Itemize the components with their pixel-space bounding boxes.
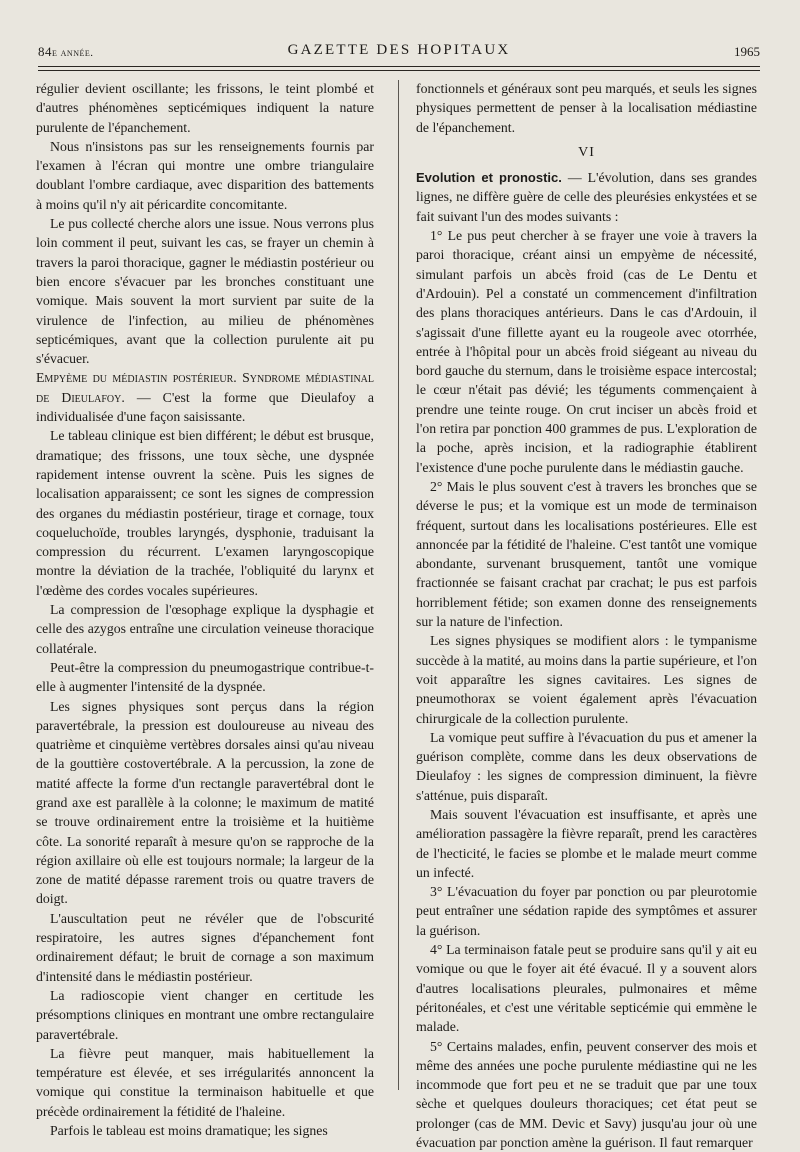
header-rule-thick — [38, 66, 760, 67]
header-rule-thin — [38, 70, 760, 71]
journal-title: GAZETTE DES HOPITAUX — [287, 42, 511, 58]
body-paragraph: L'auscultation peut ne révéler que de l'obscurité respiratoire, les autres signes d'épanchement font ordinairement défaut; le bruit de cornage a son maximum d'intensité dans le médiastin postérieur. — [36, 910, 374, 984]
section-heading-paragraph — [416, 168, 757, 226]
body-paragraph: Nous n'insistons pas sur les renseignements fournis par l'examen à l'écran qui montre une ombre triangulaire doublant l'ombre cardiaque, avec disparition des battements à moins qu'il n'y ait péricardite concomitante. — [36, 138, 374, 212]
body-paragraph: 4° La terminaison fatale peut se produire sans qu'il y ait eu vomique ou que le foyer ait été évacué. Il y a souvent alors d'autres localisations pleurales, pulmonaires et même péritonéales, et c'est une véritable septicémie qui emmène le malade. — [416, 942, 757, 1035]
body-paragraph: Peut-être la compression du pneumogastrique contribue-t-elle à augmenter l'intensité de la dyspnée. — [36, 659, 374, 695]
page-number: 1965 — [734, 44, 760, 59]
body-paragraph: régulier devient oscillante; les frissons, le teint plombé et d'autres phénomènes septicémiques indiquent la nature purulente de l'épanchement. — [36, 81, 374, 135]
body-paragraph: Mais souvent l'évacuation est insuffisante, et après une amélioration passagère la fièvre reparaît, prend les caractères de l'hecticité, le facies se plombe et le malade meurt comme un infecté. — [416, 806, 757, 880]
page-header — [38, 42, 760, 64]
body-paragraph: La radioscopie vient changer en certitude les présomptions cliniques en montrant une ombre rectangulaire paravertébrale. — [36, 987, 374, 1042]
body-paragraph: fonctionnels et généraux sont peu marqués, et seuls les signes physiques permettent de penser à la localisation médiastine de l'épanchement. — [416, 81, 757, 135]
section-number: VI — [578, 144, 595, 160]
section-heading-title: Empyème du médiastin postérieur. Syndrome médiastinal de Dieulafoy. — [36, 370, 374, 405]
body-paragraph: 3° L'évacuation du foyer par ponction ou par pleurotomie peut entraîner une sédation rapide des symptômes et assurer la guérison. — [416, 884, 757, 938]
section-heading-title: Evolution et pronostic. — [416, 170, 562, 186]
left-column — [36, 79, 374, 1140]
body-paragraph: 5° Certains malades, enfin, peuvent conserver des mois et même des années une poche purulente médiastine qui ne les incommode que fort peu et ne se traduit que par une toux sèche et quelques douleurs thoraciques; cet état peut se prolonger (cas de MM. Devic et Savy) jusqu'au jour où une évacuation par ponction amène la guérison. Il faut remarquer — [416, 1038, 757, 1151]
body-paragraph: Les signes physiques se modifient alors : le tympanisme succède à la matité, au moins dans la partie supérieure, et l'on voit apparaître les signes cavitaires. Les signes de pneumothorax se voient également après l'évacuation chirurgicale de la collection purulente. — [416, 633, 757, 726]
body-paragraph: Parfois le tableau est moins dramatique; les signes — [50, 1123, 328, 1139]
right-column — [416, 79, 757, 1152]
section-heading-text: — C'est la forme que Dieulafoy a individualisée d'une façon saisissante. — [36, 389, 374, 425]
body-paragraph: 2° Mais le plus souvent c'est à travers les bronches que se déverse le pus; et la vomique est un mode de terminaison fréquent, surtout dans les localisations postérieures. Elle est annoncée par la fétidité de l'haleine. C'est tantôt une vomique abondante, survenant brusquement, tantôt une vomique fractionnée se faisant crachat par crachat; le pus est parfois horriblement fétide; son examen donne des renseignements sur la nature de l'infection. — [416, 478, 757, 630]
edition-suffix: e année. — [52, 47, 94, 59]
body-paragraph: Les signes physiques sont perçus dans la région paravertébrale, la pression est douloureuse au niveau des quatrième et cinquième vertèbres dorsales ainsi qu'au niveau de la gouttière costovertébrale. A la percussion, la zone de matité affecte la forme d'un rectangle paravertébral dont le grand axe est parallèle à la colonne; le maximum de matité se trouve ordinairement entre la troisième et la huitième côte. La sonorité reparaît à mesure qu'on se rapproche de la région axillaire où elle est toujours normale; la largeur de la zone de matité dépasse rarement trois ou quatre travers de doigt. — [36, 698, 374, 907]
edition-number: 84 — [38, 44, 52, 59]
section-heading-text: — L'évolution, dans ses grandes lignes, ne diffère guère de celle des pleurésies enkystées et se fait suivant l'un des modes suivants : — [416, 170, 757, 224]
body-paragraph: La compression de l'œsophage explique la dysphagie et celle des azygos entraîne une circulation veineuse thoracique collatérale. — [36, 602, 374, 656]
body-paragraph: Le pus collecté cherche alors une issue. Nous verrons plus loin comment il peut, suivant les cas, se frayer un chemin à travers la paroi thoracique, gagner le médiastin postérieur ou bien encore s'évacuer par les bronches constituant une vomique. Mais souvent la mort survient par suite de la virulence de l'infection, au milieu de phénomènes septicémiques, avant que la collection purulente ait pu s'évacuer. — [36, 216, 374, 367]
body-paragraph: La fièvre peut manquer, mais habituellement la température est élevée, et ses irrégularités annoncent la vomique qui constitue la terminaison habituelle et que précède ordinairement la fétidité de l'haleine. — [36, 1045, 374, 1119]
column-divider — [398, 80, 399, 1090]
body-paragraph: La vomique peut suffire à l'évacuation du pus et amener la guérison complète, comme dans les deux observations de Dieulafoy : les signes de compression diminuent, la fièvre s'atténue, puis disparaît. — [416, 729, 757, 803]
section-heading-paragraph — [36, 368, 374, 426]
body-paragraph: Le tableau clinique est bien différent; le début est brusque, dramatique; des frissons, une toux sèche, une dyspnée rapidement intense ouvrent la scène. Puis les signes de localisation apparaissent; ce sont les signes de compression des organes du médiastin postérieur, tirage et cornage, toux coqueluchoïde, troubles laryngés, dysphonie, traduisant la compression du récurrent. L'examen laryngoscopique montre la déviation de la trachée, l'obliquité du larynx et l'œdème des cordes vocales supérieures. — [36, 428, 374, 598]
body-paragraph: 1° Le pus peut chercher à se frayer une voie à travers la paroi thoracique, créant ainsi un empyème de nécessité, simulant parfois un abcès froid (cas de Le Dentu et d'Ardouin). Pel a constaté un commencement d'infiltration des plans thoraciques antérieurs. Dans le cas d'Ardouin, il s'agissait d'une fillette ayant eu la rougeole avec otorrhée, entrée à l'hôpital pour un abcès froid siégeant au niveau du bord gauche du sternum, dans le troisième espace intercostal; le cœur n'était pas dévié; les téguments commençaient à prendre une teinte rouge. On crut inciser un abcès froid et l'on retira par ponction 400 grammes de pus. L'exploration de la poche, après incision, et la radiographie établirent l'existence d'une poche purulente dans le médiastin gauche. — [416, 228, 757, 475]
